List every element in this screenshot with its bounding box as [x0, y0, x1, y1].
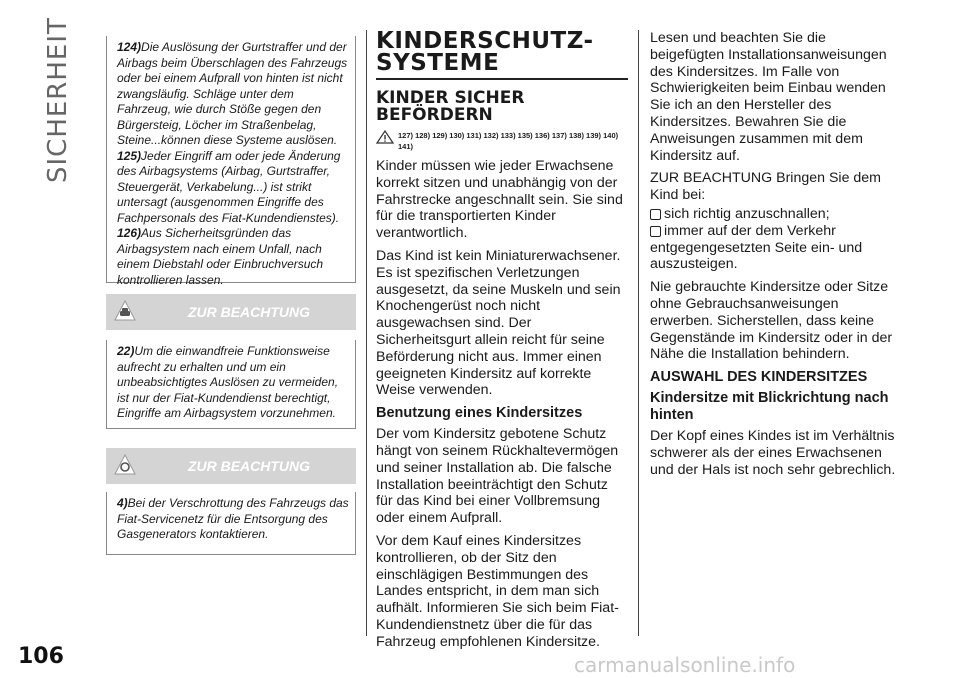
- paragraph: Nie gebrauchte Kindersitze oder Sitze ohne Gebrauchsanweisungen erwerben. Sicherstellen, dass keine Gegenstände im Kindersitz oder in der Nähe die Installation behindern.: [650, 279, 893, 363]
- warning-triangle-icon: [376, 130, 394, 144]
- paragraph: Vor dem Kauf eines Kindersitzes kontrollieren, ob der Sitz den einschlägigen Bestimmungen des Landes entspricht, in dem man sich aufhält. Informieren Sie sich beim Fiat-Kundendienstnetz über die für das Fahrzeug empfohlenen Kindersitze.: [376, 532, 619, 650]
- column-divider: [366, 30, 367, 636]
- sub-section-heading: Benutzung eines Kindersitzes: [376, 405, 583, 422]
- list-item-continuation: entgegengesetzten Seite ein- und auszusteigen.: [650, 239, 863, 273]
- note-4: 4)Bei der Verschrottung des Fahrzeugs das Fiat-Servicenetz für die Entsorgung des Gasgenerators kontaktieren.: [117, 496, 349, 541]
- checkbox-bullet-icon: [650, 226, 661, 237]
- paragraph: Der vom Kindersitz gebotene Schutz hängt von seinem Rückhaltevermögen und seiner Installation ab. Die falsche Installation beeinträchtigt den Schutz für das Kind bei einer Vollbremsung oder einem Aufprall.: [376, 426, 619, 527]
- attention-note-box: [106, 340, 356, 429]
- sub-section-heading: Kindersitze mit Blickrichtung nach hinten: [650, 390, 889, 424]
- checkbox-bullet-icon: [650, 209, 661, 220]
- caps-heading: AUSWAHL DES KINDERSITZES: [650, 369, 868, 386]
- list-item: immer auf der dem Verkehr: [650, 223, 900, 240]
- note-126: 126)Aus Sicherheitsgründen das Airbagsystem nach einem Unfall, nach einem Diebstahl oder Einbruchversuch kontrollieren lassen.: [117, 226, 324, 287]
- section-heading: KINDERSCHUTZ- SYSTEME: [376, 30, 628, 80]
- paragraph: ZUR BEACHTUNG Bringen Sie dem Kind bei:: [650, 170, 882, 204]
- paragraph: Der Kopf eines Kindes ist im Verhältnis schwerer als der eines Erwachsenen und der Hals ist noch sehr gebrechlich.: [650, 428, 896, 478]
- section-side-title: SICHERHEIT: [43, 17, 73, 183]
- paragraph: Kinder müssen wie jeder Erwachsene korrekt sitzen und unabhängig von der Fahrstrecke angeschnallt sein. Sie sind für die transportierten Kinder verantwortlich.: [376, 158, 623, 242]
- watermark: carmanualsonline.info: [574, 653, 796, 677]
- attention-note-box: [106, 492, 356, 555]
- attention-banner: ZUR BEACHTUNG: [106, 448, 356, 484]
- paragraph: Das Kind ist kein Miniaturerwachsener. Es ist spezifischen Verletzungen ausgesetzt, da seine Muskeln und sein Knochengerüst noch nicht ausgewachsen sind. Der Sicherheitsgurt allein reicht für seine Beförderung nicht aus. Immer einen geeigneten Kindersitz auf korrekte Weise verwenden.: [376, 247, 621, 399]
- note-124: 124)Die Auslösung der Gurtstraffer und der Airbags beim Überschlagen des Fahrzeugs oder bei einem Aufprall von hinten ist nicht zwangsläufig. Schläge unter dem Fahrzeug, wie durch Stöße gegen den Bürgersteig, Löcher im Straßenbelag, Steine...können diese Systeme auslösen.: [117, 40, 348, 147]
- note-125: 125)Jeder Eingriff am oder jede Änderung des Airbagsystems (Airbag, Gurtstraffer, Steuergerät, Verkabelung...) ist strikt untersagt (ausgenommen Eingriffe des Fachpersonals des Fiat-Kundendienstes).: [117, 148, 341, 225]
- column-divider: [638, 30, 639, 636]
- warning-notes-box: [106, 36, 356, 287]
- page-number: 106: [18, 644, 64, 669]
- attention-banner: ZUR BEACHTUNG: [106, 294, 356, 330]
- list-item: sich richtig anzuschnallen;: [650, 206, 900, 223]
- sub-heading: KINDER SICHER BEFÖRDERN: [376, 88, 525, 125]
- right-column: [650, 30, 900, 485]
- warning-references: 127) 128) 129) 130) 131) 132) 133) 135) 136) 137) 138) 139) 140) 141): [376, 130, 628, 152]
- paragraph: Lesen und beachten Sie die beigefügten Installationsanweisungen des Kindersitzes. Im Falle von Schwierigkeiten beim Einbau wenden Sie ich an den Hersteller des Kindersitzes. Bewahren Sie die Anweisungen zusammen mit dem Kindersitz auf.: [650, 30, 887, 164]
- note-22: 22)Um die einwandfreie Funktionsweise aufrecht zu erhalten und um ein unbeabsichtigtes Auslösen zu vermeiden, ist nur der Fiat-Kundendienst berechtigt, Eingriffe am Airbagsystem vorzunehmen.: [117, 344, 339, 420]
- middle-column: [376, 30, 628, 657]
